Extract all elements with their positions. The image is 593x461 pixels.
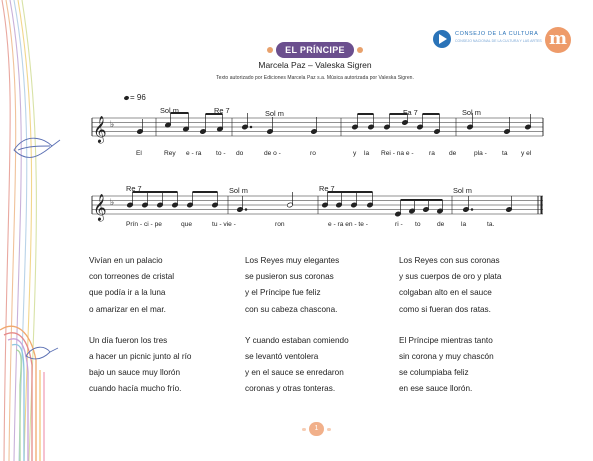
verse-line: Un día fueron los tres — [89, 335, 168, 345]
verse-line: a hacer un picnic junto al río — [89, 352, 192, 362]
tempo-marking: = 96 — [124, 93, 146, 102]
verse-line: o amarizar en el mar. — [89, 304, 166, 314]
verse-line: El Príncipe mientras tanto — [399, 335, 493, 345]
verse-line: como si fueran dos ratas. — [399, 304, 491, 314]
chord: Sol m — [229, 186, 248, 195]
lyric: la — [461, 221, 467, 228]
verse-line: Y cuando estaban comiendo — [245, 335, 349, 345]
lyric: y — [353, 150, 357, 157]
lyric: Rey — [164, 150, 176, 157]
verse-line: colgaban alto en el sauce — [399, 288, 492, 298]
lyric: ta. — [487, 221, 495, 228]
chord: Re 7 — [126, 184, 142, 193]
lyric: tu - vie - — [212, 221, 236, 228]
lyric: ra — [429, 150, 435, 157]
lyric: to — [415, 221, 421, 228]
chord: Re 7 — [214, 106, 230, 115]
lyric: de — [449, 150, 457, 157]
lyric: e - ra — [186, 150, 202, 157]
verse-line: Los Reyes con sus coronas — [399, 256, 500, 265]
lyric: ron — [275, 221, 285, 228]
verse-line: se columpiaba feliz — [399, 368, 469, 378]
note-dot — [250, 126, 252, 128]
flat-icon: ♭ — [110, 198, 115, 208]
lyric: que — [181, 221, 193, 228]
verse-column-1 — [89, 253, 191, 398]
chord: Fa 7 — [403, 108, 418, 117]
authors: Marcela Paz – Valeska Sigren — [258, 60, 372, 70]
verse-line: bajo un sauce muy llorón — [89, 368, 181, 378]
flat-icon: ♭ — [110, 120, 115, 130]
lyric: Rei - na e - — [381, 150, 414, 157]
verse-line: se pusieron sus coronas — [245, 272, 334, 282]
verse-line: se levantó ventolera — [245, 352, 319, 362]
verse-line: y sus cuerpos de oro y plata — [399, 272, 502, 282]
lyric: y el — [521, 150, 532, 157]
publisher-logo: m — [545, 27, 571, 53]
verse-line: y en el sauce se enredaron — [245, 368, 344, 378]
credits: Texto autorizado por Ediciones Marcela Paz s.a. Música autorizada por Valeska Sigren. — [216, 75, 414, 81]
lyric: pla - — [474, 150, 487, 157]
lyric: e - ra en - te - — [328, 221, 368, 228]
verse-line: con torreones de cristal — [89, 272, 175, 282]
verse-line: cuando hacía mucho frío. — [89, 384, 182, 394]
note-dot — [245, 209, 247, 211]
verse-line: Los Reyes muy elegantes — [245, 256, 340, 265]
verse-line: coronas y otras tonteras. — [245, 384, 336, 394]
lyric: de o - — [264, 150, 281, 157]
treble-clef-icon: 𝄞 — [93, 195, 107, 221]
verse-line: sin corona y muy chascón — [399, 352, 494, 362]
chord: Re 7 — [319, 184, 335, 193]
lyric: do — [236, 150, 244, 157]
verse-line: y el Príncipe fue feliz — [245, 288, 321, 298]
lyric: Prín - ci - pe — [126, 221, 162, 228]
chord: Sol m — [462, 108, 481, 117]
lyric: to - — [216, 150, 226, 157]
staff-1 — [92, 118, 543, 136]
chord: Sol m — [265, 109, 284, 118]
treble-clef-icon: 𝄞 — [93, 117, 107, 143]
lyric: la — [364, 150, 370, 157]
lyric: El — [136, 150, 142, 157]
chord: Sol m — [160, 106, 179, 115]
lyric: ro — [310, 150, 316, 157]
page-number: 1 — [309, 422, 324, 436]
verse-line: con su cabeza chascona. — [245, 304, 338, 314]
note-dot — [471, 209, 473, 211]
lyric: ri - — [395, 221, 403, 228]
verse-line: que podía ir a la luna — [89, 288, 166, 298]
verse-line: Vivían en un palacio — [89, 256, 163, 265]
chord: Sol m — [453, 186, 472, 195]
lyric: ta — [502, 150, 508, 157]
lyric: de — [437, 221, 445, 228]
verse-column-2 — [245, 253, 349, 398]
song-title: EL PRÍNCIPE — [276, 42, 354, 58]
verse-line: en ese sauce llorón. — [399, 384, 473, 394]
verse-column-3 — [399, 253, 501, 398]
